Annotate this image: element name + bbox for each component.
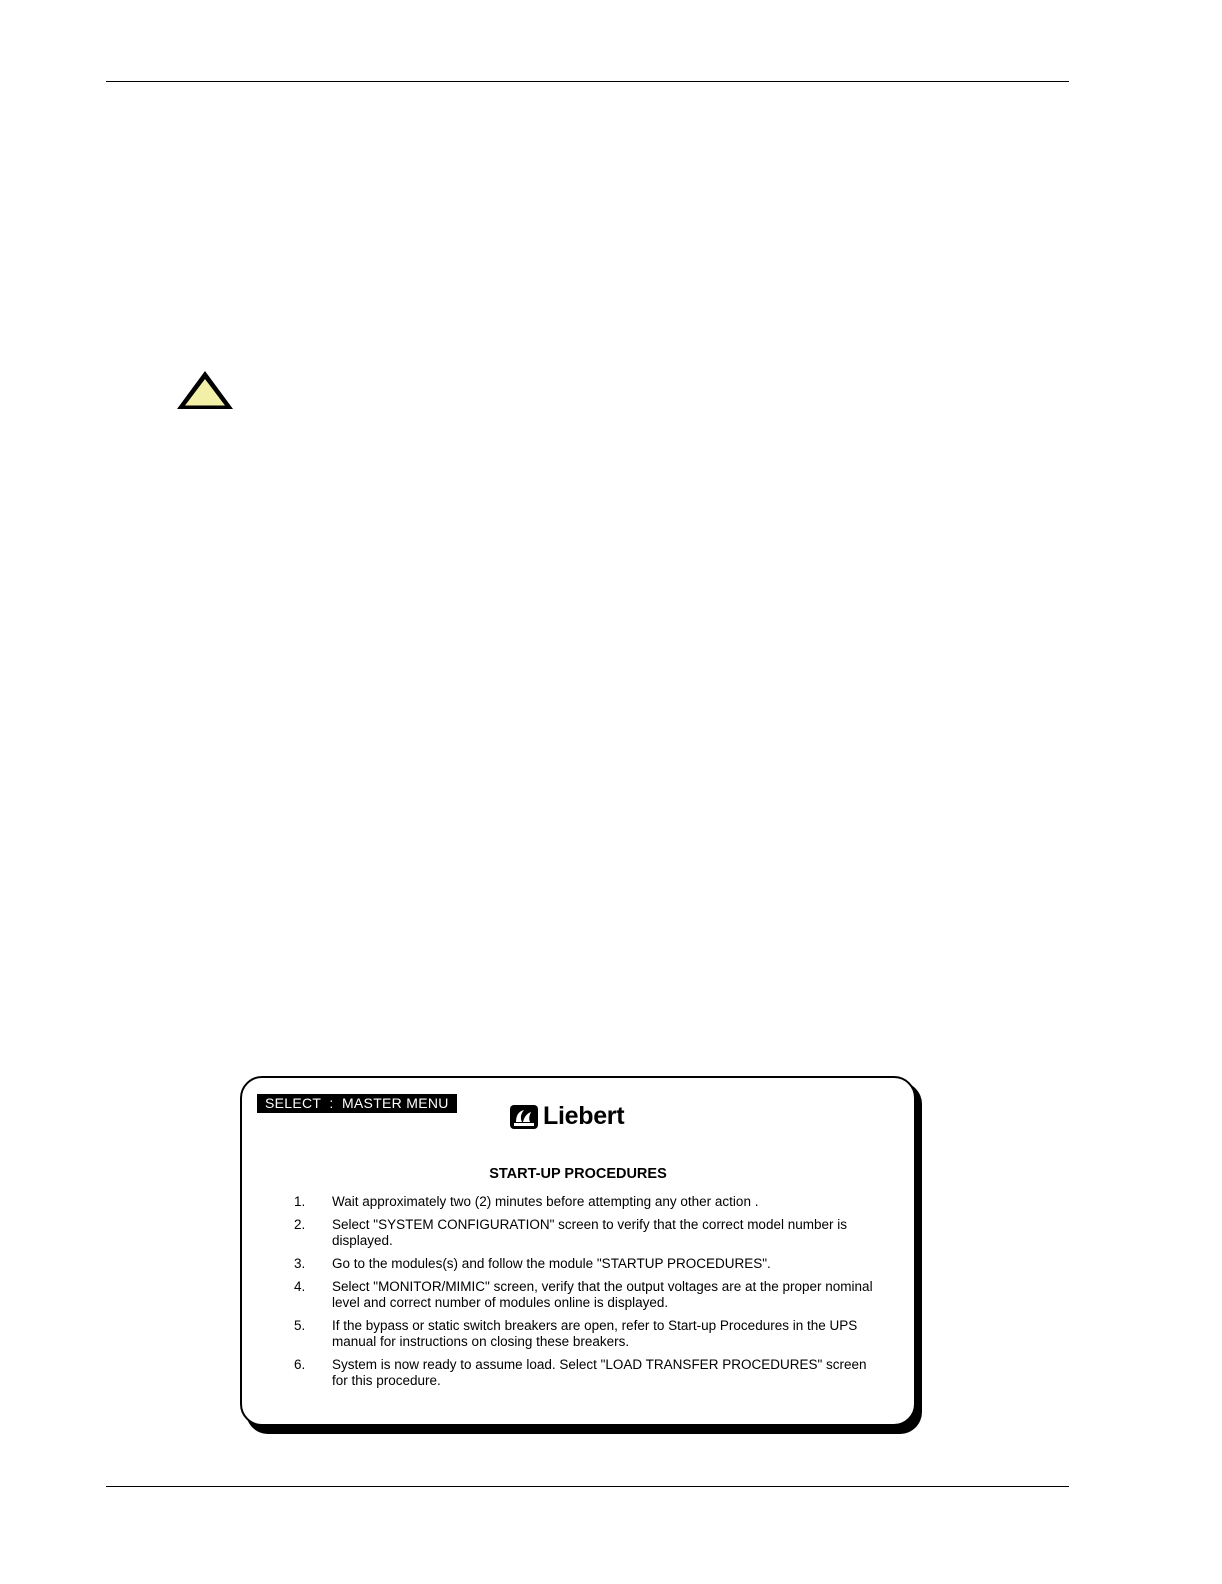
step-number: 4.: [294, 1279, 306, 1294]
step-text: If the bypass or static switch breakers are open, refer to Start-up Procedures in the UPS manual for instructions on closing these breakers.: [332, 1318, 858, 1349]
step-text: System is now ready to assume load. Select "LOAD TRANSFER PROCEDURES" screen for this procedure.: [332, 1357, 867, 1388]
list-item: [294, 1318, 884, 1350]
step-text: Wait approximately two (2) minutes before attempting any other action .: [332, 1194, 759, 1209]
brand: [509, 1102, 624, 1131]
step-number: 5.: [294, 1318, 306, 1333]
procedures-title: START-UP PROCEDURES: [489, 1166, 667, 1182]
step-number: 2.: [294, 1217, 306, 1232]
list-item: [294, 1217, 884, 1249]
master-menu-button[interactable]: SELECT : MASTER MENU: [257, 1094, 457, 1113]
list-item: [294, 1279, 884, 1311]
header-rule: [106, 81, 1069, 82]
step-number: 3.: [294, 1256, 306, 1271]
list-item: [294, 1256, 884, 1272]
list-item: [294, 1357, 884, 1389]
step-text: Go to the modules(s) and follow the module "STARTUP PROCEDURES".: [332, 1256, 771, 1271]
list-item: [294, 1194, 884, 1210]
step-text: Select "SYSTEM CONFIGURATION" screen to verify that the correct model number is displayed.: [332, 1217, 847, 1248]
footer-rule: [106, 1486, 1069, 1487]
liebert-logo-icon: [509, 1104, 539, 1130]
brand-name: Liebert: [543, 1102, 625, 1130]
steps-list: [294, 1194, 884, 1396]
step-number: 1.: [294, 1194, 306, 1209]
step-number: 6.: [294, 1357, 306, 1372]
warning-triangle-icon: [174, 368, 236, 412]
step-text: Select "MONITOR/MIMIC" screen, verify that the output voltages are at the proper nominal level and correct number of modules online is displayed.: [332, 1279, 873, 1310]
startup-procedures-screen: [240, 1076, 916, 1426]
